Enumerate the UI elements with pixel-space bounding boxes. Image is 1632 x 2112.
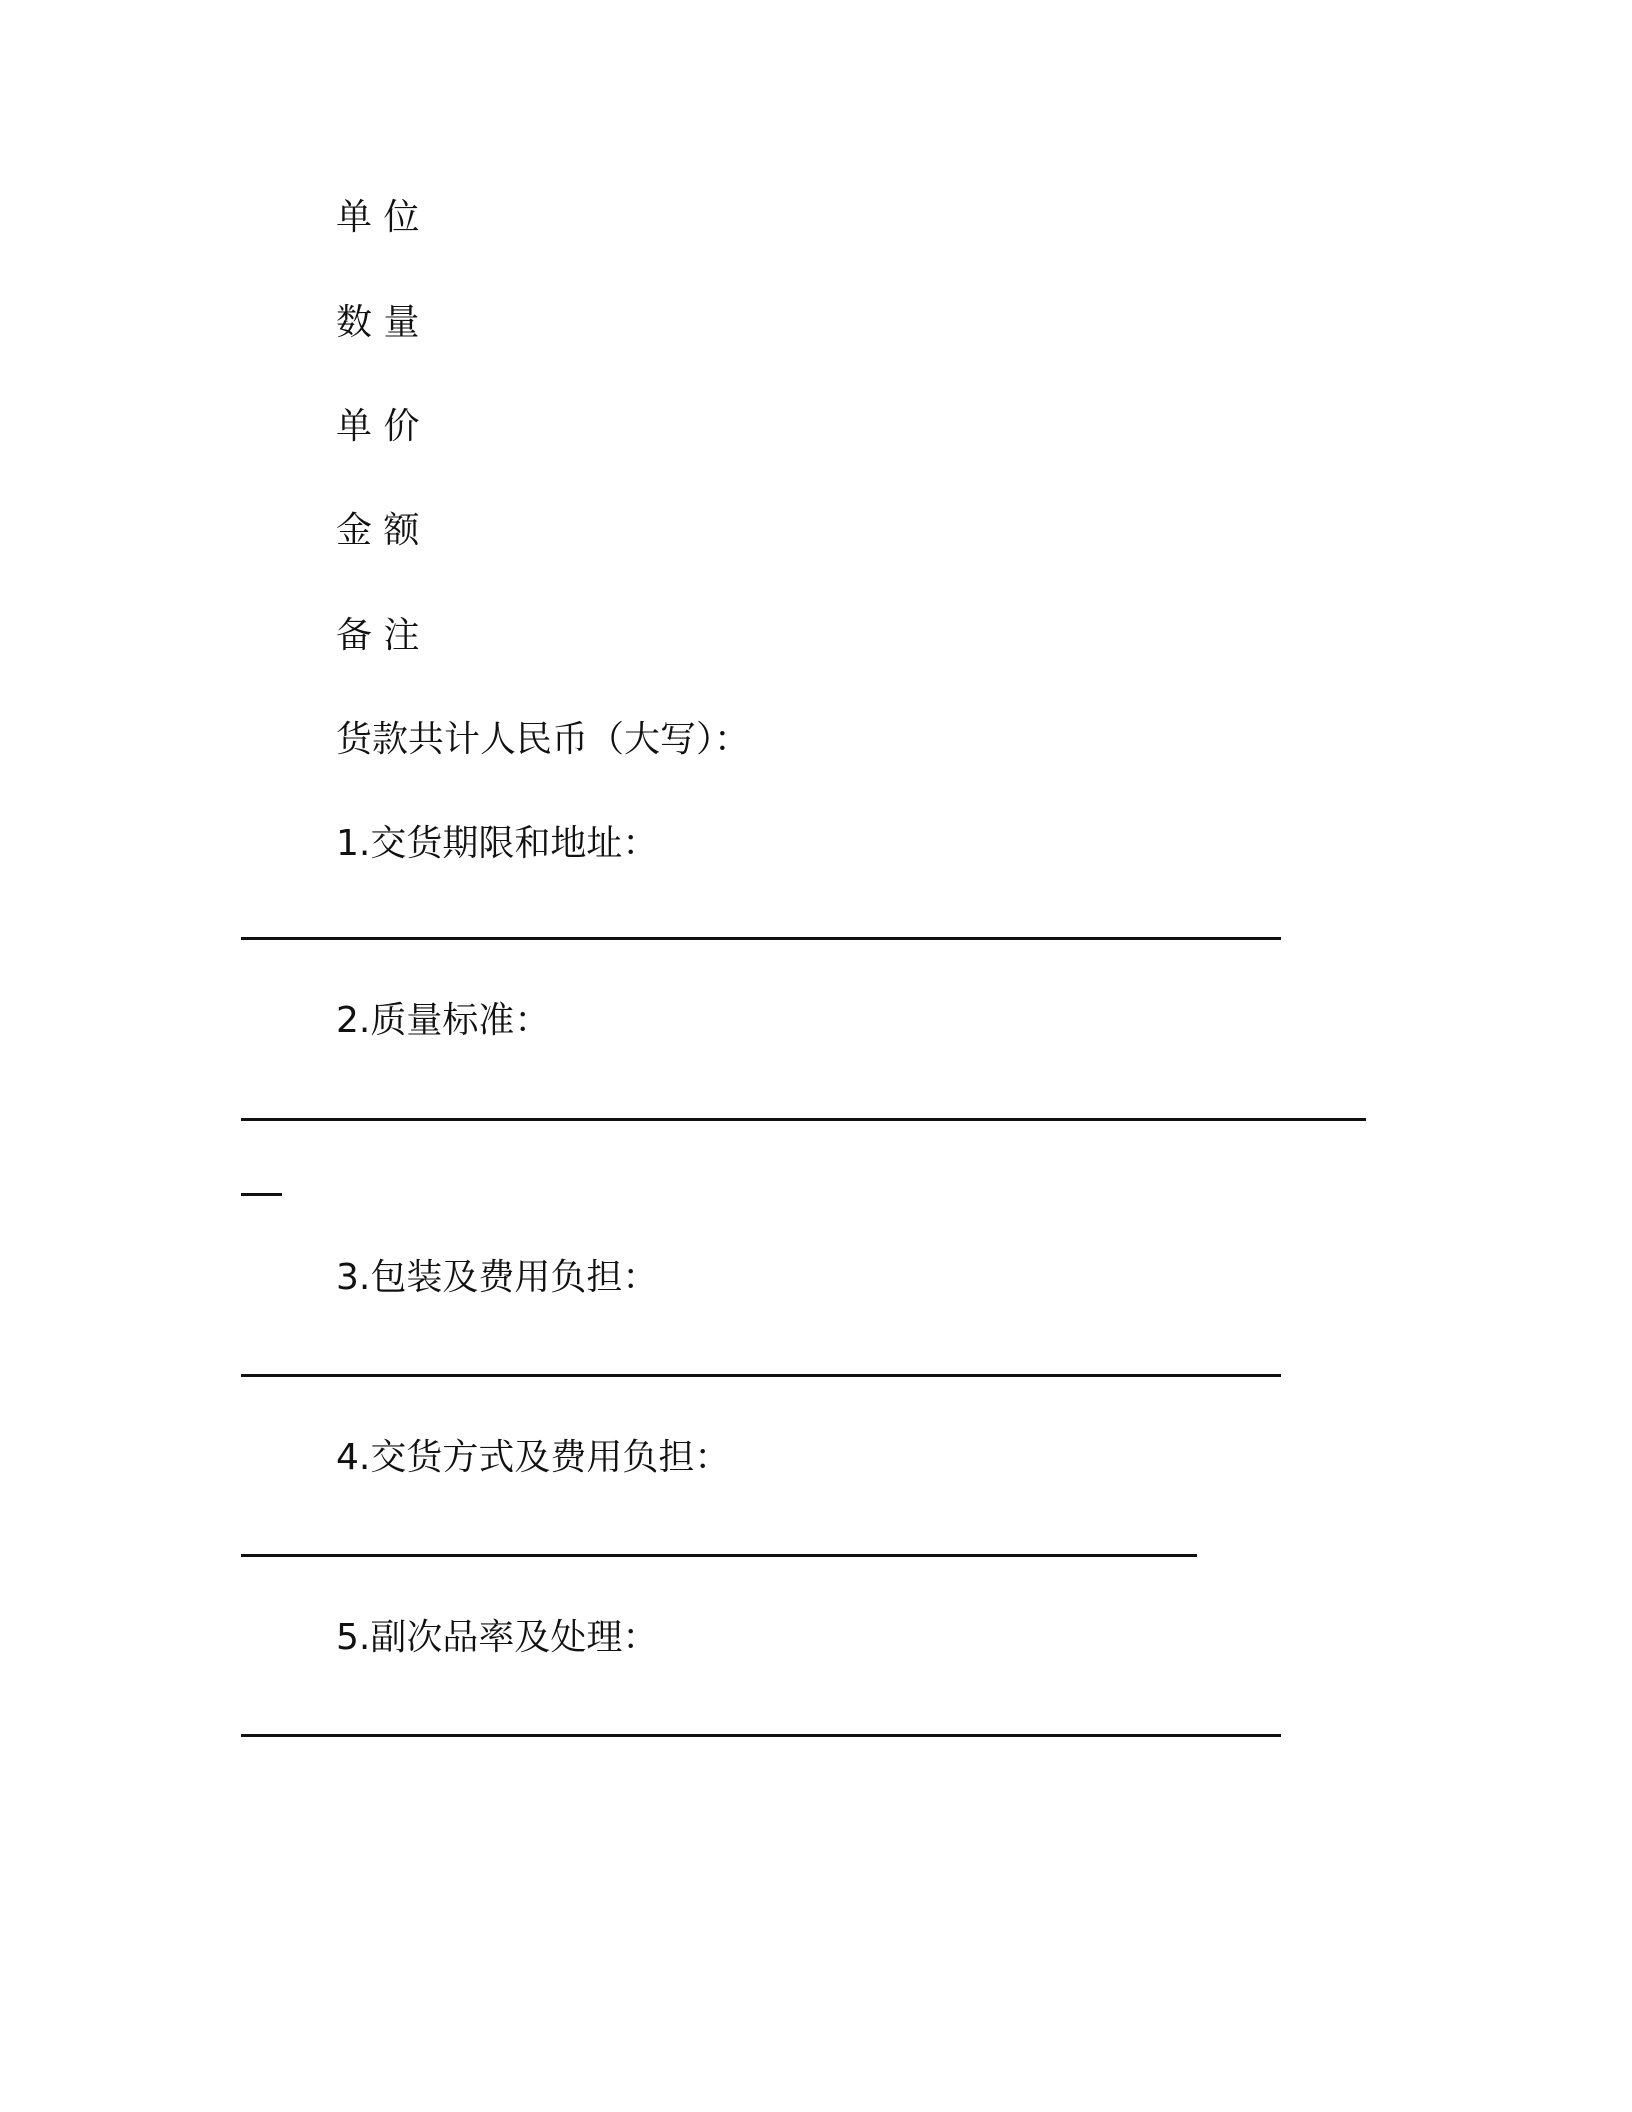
clause-packaging-costs: 3.包装及费用负担： <box>336 1257 659 1298</box>
fill-in-blank-line <box>241 1554 1197 1557</box>
fill-in-blank-line <box>241 1118 1366 1121</box>
clause-delivery-method-costs: 4.交货方式及费用负担： <box>336 1437 731 1478</box>
total-amount-label: 货款共计人民币（大写）： <box>336 719 751 760</box>
clause-quality-standard: 2.质量标准： <box>336 1000 551 1041</box>
fill-in-blank-line <box>241 1734 1281 1737</box>
fill-in-blank-line <box>241 937 1281 940</box>
field-remarks: 备 注 <box>336 615 420 656</box>
clause-defect-rate-handling: 5.副次品率及处理： <box>336 1617 659 1658</box>
field-quantity: 数 量 <box>336 302 420 343</box>
fill-in-blank-line <box>241 1374 1281 1377</box>
field-unit: 单 位 <box>336 197 420 238</box>
field-amount: 金 额 <box>336 510 420 551</box>
clause-delivery-term-address: 1.交货期限和地址： <box>336 823 659 864</box>
fill-in-blank-line <box>241 1193 282 1196</box>
field-unit-price: 单 价 <box>336 406 420 447</box>
